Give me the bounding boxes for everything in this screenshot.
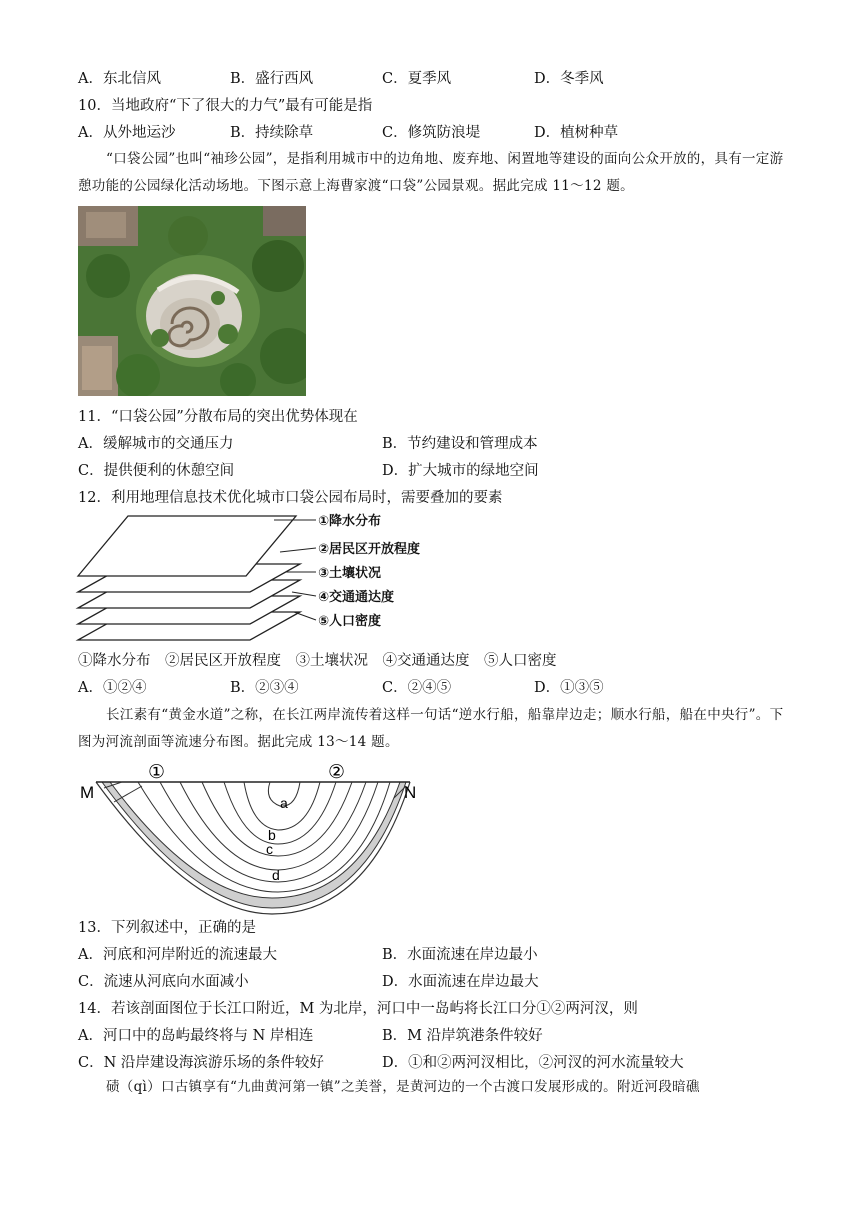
bank-label-m: M xyxy=(80,783,95,802)
layer-label-3: ③土壤状况 xyxy=(318,565,382,580)
q12-option-c: C．②④⑤ xyxy=(382,680,452,696)
q12-option-b: B．②③④ xyxy=(230,680,299,696)
q10-option-d: D．植树种草 xyxy=(534,125,619,141)
q13-option-b: B．水面流速在岸边最小 xyxy=(382,947,538,963)
gis-layers-diagram xyxy=(74,512,454,652)
layer-label-5: ⑤人口密度 xyxy=(318,613,382,628)
q14-option-c: C．N 沿岸建设海滨游乐场的条件较好 xyxy=(78,1055,324,1071)
bank-label-n: N xyxy=(404,783,417,802)
q10-option-c: C．修筑防浪堤 xyxy=(382,125,481,141)
channel-label-2: ② xyxy=(328,762,346,783)
q13-option-a: A．河底和河岸附近的流速最大 xyxy=(78,947,277,963)
q12-stem: 12．利用地理信息技术优化城市口袋公园布局时，需要叠加的要素 xyxy=(78,490,503,506)
q11-option-c: C．提供便利的休憩空间 xyxy=(78,463,235,479)
q12-option-a: A．①②④ xyxy=(78,680,147,696)
river-cross-section-diagram xyxy=(74,758,434,918)
q12-option-d: D．①③⑤ xyxy=(534,680,604,696)
passage-yangtze: 长江素有“黄金水道”之称，在长江两岸流传着这样一句话“逆水行船，船靠岸边走；顺水行船，船在中央行”。下图为河流剖面等流速分布图。据此完成 13～14 题。 xyxy=(78,707,784,750)
q11-option-d: D．扩大城市的绿地空间 xyxy=(382,463,539,479)
q11-stem: 11．“口袋公园”分散布局的突出优势体现在 xyxy=(78,409,358,425)
q11-option-a: A．缓解城市的交通压力 xyxy=(78,436,234,452)
isoline-label-d: d xyxy=(272,867,280,883)
q12-legend-line: ①降水分布 ②居民区开放程度 ③土壤状况 ④交通通达度 ⑤人口密度 xyxy=(78,653,557,669)
q9-option-c: C．夏季风 xyxy=(382,71,452,87)
q13-option-d: D．水面流速在岸边最大 xyxy=(382,974,539,990)
q14-option-b: B．M 沿岸筑港条件较好 xyxy=(382,1028,543,1044)
q11-option-b: B．节约建设和管理成本 xyxy=(382,436,538,452)
q9-option-b: B．盛行西风 xyxy=(230,71,314,87)
q9-option-d: D．冬季风 xyxy=(534,71,604,87)
channel-label-1: ① xyxy=(148,762,166,783)
isoline-label-a: a xyxy=(280,795,288,811)
q10-option-a: A．从外地运沙 xyxy=(78,125,176,141)
layer-label-2: ②居民区开放程度 xyxy=(318,541,421,556)
passage-qikou: 碛（qì）口古镇享有“九曲黄河第一镇”之美誉，是黄河边的一个古渡口发展形成的。附近河段暗礁 xyxy=(106,1079,700,1095)
layer-label-4: ④交通通达度 xyxy=(318,589,395,604)
layer-label-1: ①降水分布 xyxy=(318,513,382,528)
q14-option-d: D．①和②两河汊相比，②河汊的河水流量较大 xyxy=(382,1055,684,1071)
q13-stem: 13．下列叙述中，正确的是 xyxy=(78,920,256,936)
passage-pocket-park: “口袋公园”也叫“袖珍公园”，是指利用城市中的边角地、废弃地、闲置地等建设的面向公众开放的，具有一定游憩功能的公园绿化活动场地。下图示意上海曹家渡“口袋”公园景观。据此完成 11～12 题。 xyxy=(78,151,784,194)
q14-stem: 14．若该剖面图位于长江口附近，M 为北岸，河口中一岛屿将长江口分①②两河汊，则 xyxy=(78,1001,638,1017)
isoline-label-c: c xyxy=(266,841,273,857)
q9-option-a: A．东北信风 xyxy=(78,71,161,87)
q10-stem: 10．当地政府“下了很大的力气”最有可能是指 xyxy=(78,98,373,114)
q13-option-c: C．流速从河底向水面减小 xyxy=(78,974,249,990)
pocket-park-aerial-photo xyxy=(78,206,306,396)
q14-option-a: A．河口中的岛屿最终将与 N 岸相连 xyxy=(78,1028,314,1044)
isoline-label-b: b xyxy=(268,827,276,843)
q10-option-b: B．持续除草 xyxy=(230,125,314,141)
